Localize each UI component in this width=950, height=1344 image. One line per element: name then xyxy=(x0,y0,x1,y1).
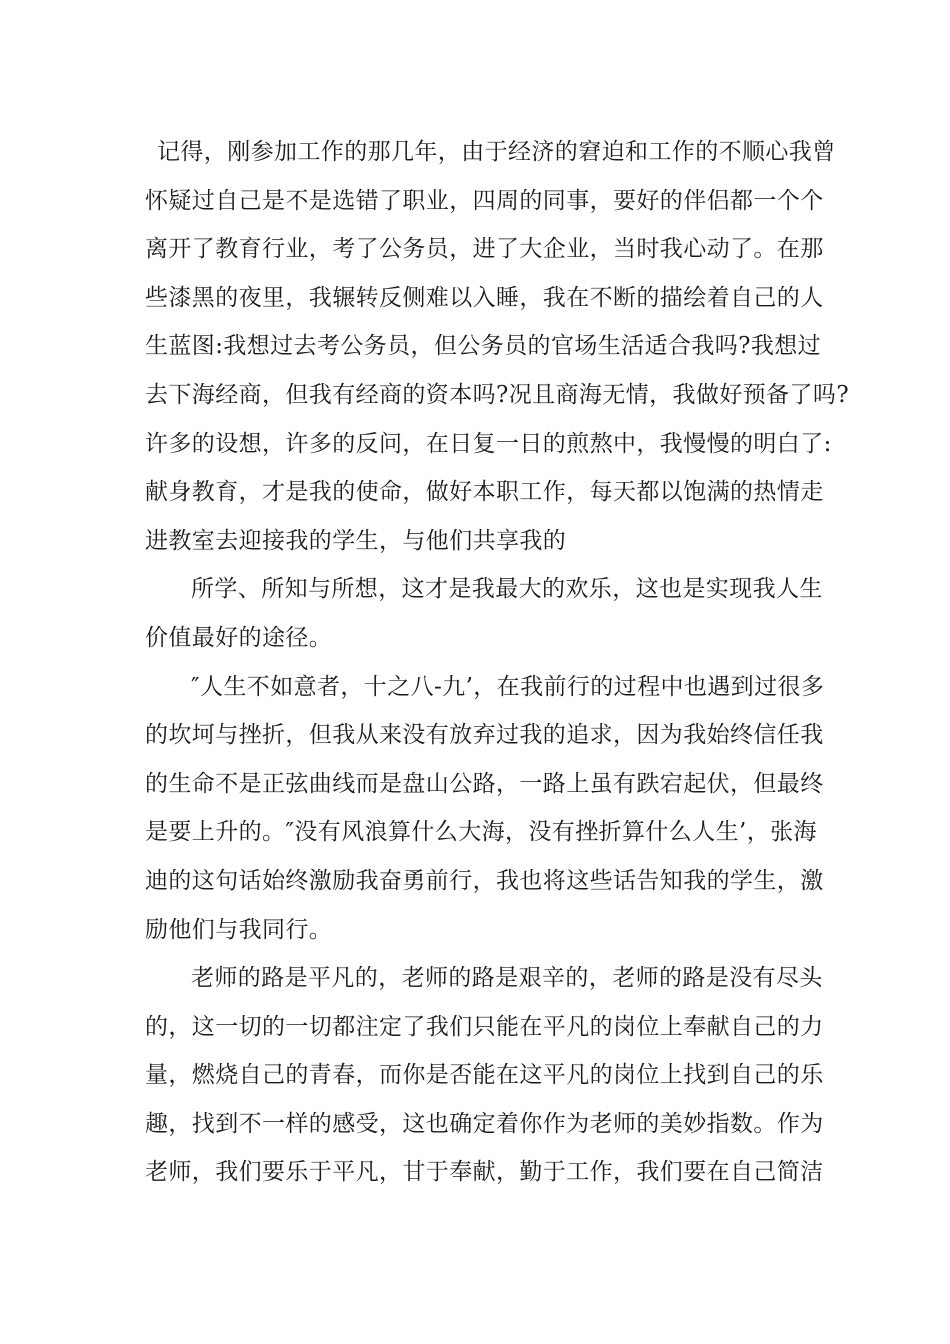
text-line: 献身教育，才是我的使命，做好本职工作，每天都以饱满的热情走 xyxy=(145,479,824,506)
text-line: 价值最好的途径。 xyxy=(145,624,333,651)
paragraph-3 xyxy=(145,663,825,955)
text-line: 老师，我们要乐于平凡，甘于奉献，勤于工作，我们要在自己简洁 xyxy=(145,1159,824,1186)
text-line: 的，这一切的一切都注定了我们只能在平凡的岗位上奉献自己的力 xyxy=(145,1013,824,1040)
text-line: 离开了教育行业，考了公务员，进了大企业，当时我心动了。在那 xyxy=(145,236,824,263)
text-line: 生蓝图:我想过去考公务员，但公务员的官场生活适合我吗?我想过 xyxy=(145,333,822,360)
text-line: 老师的路是平凡的，老师的路是艰辛的，老师的路是没有尽头 xyxy=(191,965,823,992)
text-line: 记得，刚参加工作的那几年，由于经济的窘迫和工作的不顺心我曾 xyxy=(157,139,836,165)
paragraph-4 xyxy=(145,954,824,1197)
text-line: 些漆黑的夜里，我辗转反侧难以入睡，我在不断的描绘着自己的人 xyxy=(145,284,824,311)
text-line: 的生命不是正弦曲线而是盘山公路，一路上虽有跌宕起伏，但最终 xyxy=(145,770,824,797)
paragraph-1 xyxy=(145,128,850,565)
document-body xyxy=(145,128,850,1197)
text-line: 迪的这句话始终激励我奋勇前行，我也将这些话告知我的学生，激 xyxy=(145,867,824,894)
text-line: 怀疑过自己是不是选错了职业，四周的同事，要好的伴侣都一个个 xyxy=(145,187,824,214)
text-line: ″人生不如意者，十之八-九’，在我前行的过程中也遇到过很多 xyxy=(191,673,825,700)
text-line: 是要上升的。″没有风浪算什么大海，没有挫折算什么人生’，张海 xyxy=(145,819,817,846)
text-line: 量，燃烧自己的青春，而你是否能在这平凡的岗位上找到自己的乐 xyxy=(145,1062,824,1089)
text-line: 去下海经商，但我有经商的资本吗?况且商海无情，我做好预备了吗? xyxy=(145,381,850,408)
paragraph-2 xyxy=(145,565,823,662)
text-line: 进教室去迎接我的学生，与他们共享我的 xyxy=(145,527,567,554)
text-line: 的坎坷与挫折，但我从来没有放弃过我的追求，因为我始终信任我 xyxy=(145,722,824,749)
text-line: 趣，找到不一样的感受，这也确定着你作为老师的美妙指数。作为 xyxy=(145,1110,824,1137)
text-line: 所学、所知与所想，这才是我最大的欢乐，这也是实现我人生 xyxy=(191,576,823,603)
text-line: 励他们与我同行。 xyxy=(145,916,333,943)
text-line: 许多的设想，许多的反问，在日复一日的煎熬中，我慢慢的明白了: xyxy=(145,430,832,457)
